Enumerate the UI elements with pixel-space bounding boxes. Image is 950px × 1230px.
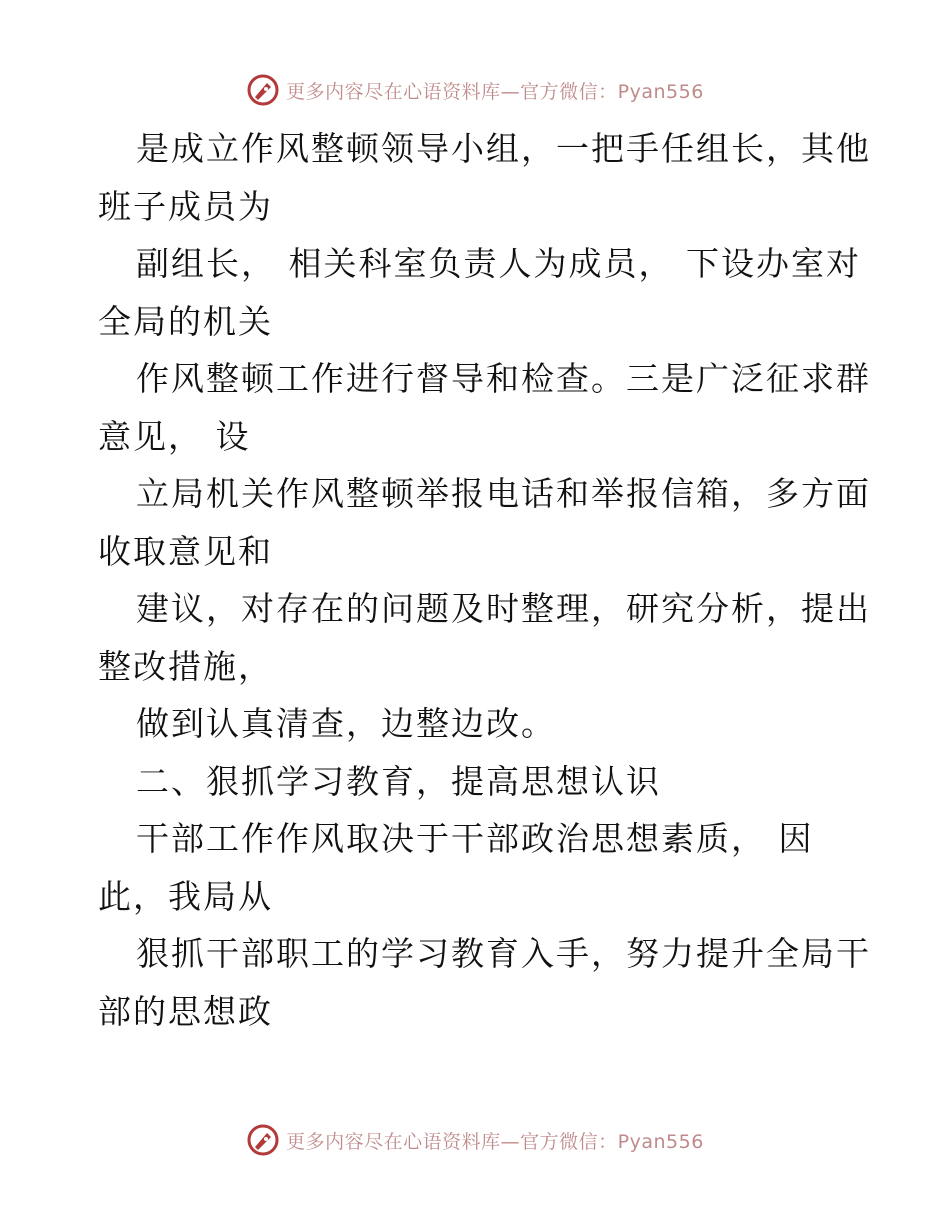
pen-nib-logo-icon — [246, 1123, 280, 1157]
body-line: 此，我局从 — [98, 876, 273, 916]
body-line: 整改措施， — [98, 646, 273, 686]
body-line: 副组长， 相关科室负责人为成员， 下设办室对 — [136, 244, 861, 283]
header-watermark — [0, 70, 950, 110]
body-line: 是成立作风整顿领导小组，一把手任组长，其他 — [136, 129, 871, 168]
watermark-text: 更多内容尽在心语资料库—官方微信：Pyan556 — [286, 1130, 704, 1153]
body-line: 作风整顿工作进行督导和检查。三是广泛征求群 — [136, 359, 871, 398]
body-line: 部的思想政 — [98, 991, 273, 1031]
body-line: 收取意见和 — [98, 531, 273, 571]
footer-watermark — [0, 1120, 950, 1160]
body-line: 狠抓干部职工的学习教育入手，努力提升全局干 — [136, 934, 871, 973]
body-line: 班子成员为 — [98, 186, 273, 226]
section-heading: 二、狠抓学习教育，提高思想认识 — [136, 761, 661, 801]
body-line: 全局的机关 — [98, 301, 273, 341]
body-line: 立局机关作风整顿举报电话和举报信箱，多方面 — [136, 474, 871, 513]
body-line: 做到认真清查，边整边改。 — [136, 704, 556, 743]
body-line: 意见， 设 — [98, 416, 251, 456]
body-line: 建议，对存在的问题及时整理，研究分析，提出 — [136, 589, 871, 628]
document-body — [98, 120, 871, 1040]
pen-nib-logo-icon — [246, 73, 280, 107]
watermark-text: 更多内容尽在心语资料库—官方微信：Pyan556 — [286, 80, 704, 103]
body-line: 干部工作作风取决于干部政治思想素质， 因 — [136, 819, 814, 858]
